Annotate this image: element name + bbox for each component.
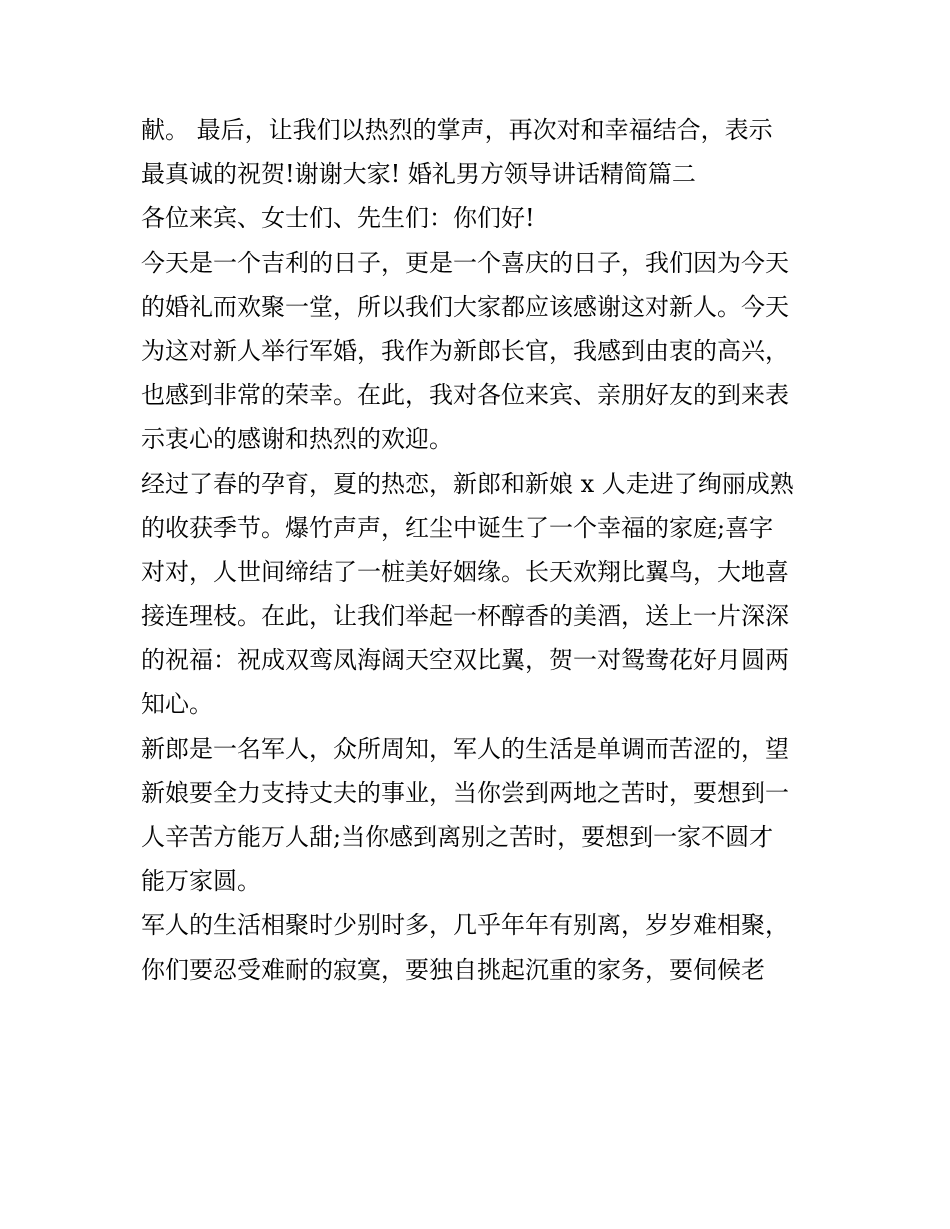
text-line: 最真诚的祝贺!谢谢大家! 婚礼男方领导讲话精简篇二: [141, 160, 696, 189]
text-line: 军人的生活相聚时少别时多，几乎年年有别离，岁岁难相聚，: [141, 911, 789, 940]
text-line: 的婚礼而欢聚一堂，所以我们大家都应该感谢这对新人。今天: [141, 292, 789, 321]
text-line: 示衷心的感谢和热烈的欢迎。: [141, 425, 453, 454]
text-line: 各位来宾、女士们、先生们：你们好!: [141, 204, 535, 233]
text-line: 经过了春的孕育，夏的热恋，新郎和新娘 x 人走进了绚丽成熟: [141, 469, 794, 498]
text-line: 新郎是一名军人，众所周知，军人的生活是单调而苦涩的，望: [141, 734, 789, 763]
text-line: 的祝福：祝成双鸾凤海阔天空双比翼，贺一对鸳鸯花好月圆两: [141, 646, 789, 675]
document-body: [141, 108, 821, 992]
text-line: 你们要忍受难耐的寂寞，要独自挑起沉重的家务，要伺候老: [141, 955, 765, 984]
text-line: 接连理枝。在此，让我们举起一杯醇香的美酒，送上一片深深: [141, 602, 789, 631]
text-line: 对对，人世间缔结了一桩美好姻缘。长天欢翔比翼鸟，大地喜: [141, 557, 789, 586]
text-line: 今天是一个吉利的日子，更是一个喜庆的日子，我们因为今天: [141, 248, 789, 277]
text-line: 也感到非常的荣幸。在此，我对各位来宾、亲朋好友的到来表: [141, 381, 789, 410]
text-line: 能万家圆。: [141, 867, 261, 896]
text-line: 知心。: [141, 690, 213, 719]
text-line: 献。 最后，让我们以热烈的掌声，再次对和幸福结合，表示: [141, 116, 773, 144]
text-line: 新娘要全力支持丈夫的事业，当你尝到两地之苦时，要想到一: [141, 778, 789, 807]
text-line: 人辛苦方能万人甜;当你感到离别之苦时，要想到一家不圆才: [141, 823, 774, 851]
text-line: 为这对新人举行军婚，我作为新郎长官，我感到由衷的高兴，: [141, 336, 789, 365]
text-line: 的收获季节。爆竹声声，红尘中诞生了一个幸福的家庭;喜字: [141, 513, 774, 542]
